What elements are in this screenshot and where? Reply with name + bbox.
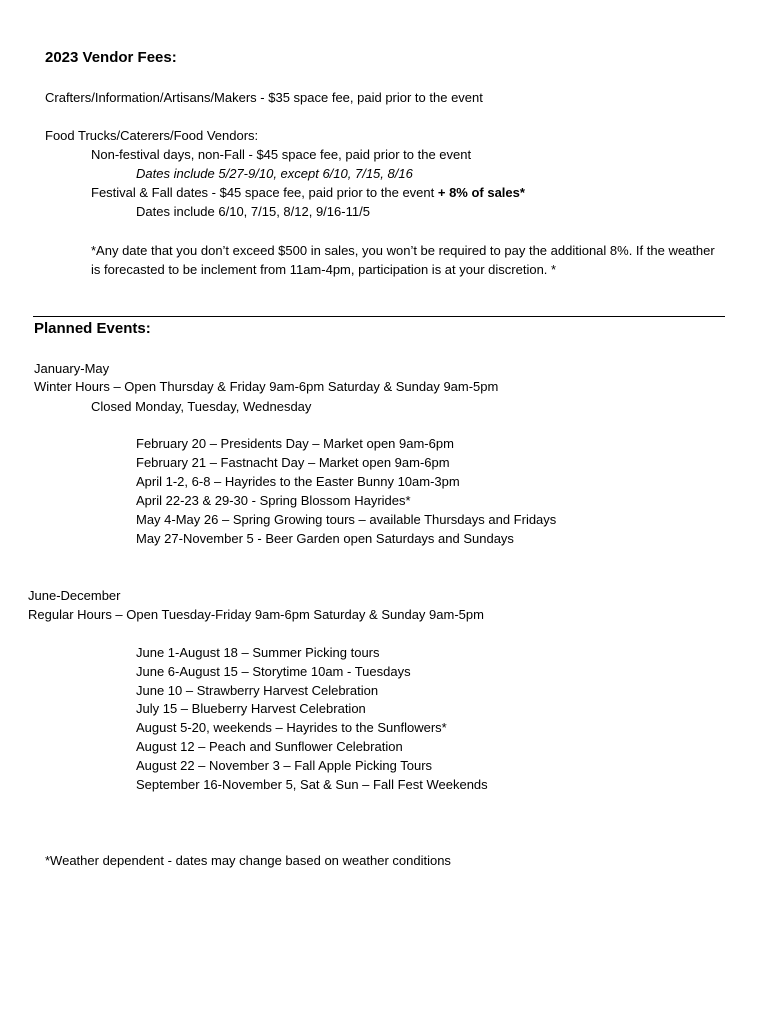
festival-fee [91, 185, 525, 201]
winter-event: May 27-November 5 - Beer Garden open Saturdays and Sundays [136, 531, 514, 546]
winter-hours: Winter Hours – Open Thursday & Friday 9am-6pm Saturday & Sunday 9am-5pm [34, 379, 499, 394]
summer-event: August 5-20, weekends – Hayrides to the Sunflowers* [136, 720, 447, 735]
summer-event: July 15 – Blueberry Harvest Celebration [136, 701, 366, 716]
food-vendors-heading: Food Trucks/Caterers/Food Vendors: [45, 128, 259, 143]
summer-event: September 16-November 5, Sat & Sun – Fall Fest Weekends [136, 777, 488, 792]
sales-note: *Any date that you don’t exceed $500 in sales, you won’t be required to pay the additional 8%. If the weather is forecasted to be inclement from 11am-4pm, participation is at your discretion. * [91, 243, 715, 277]
festival-fee-text: Festival & Fall dates - $45 space fee, paid prior to the event [91, 185, 438, 200]
winter-event: February 21 – Fastnacht Day – Market open 9am-6pm [136, 455, 450, 470]
nonfestival-dates: Dates include 5/27-9/10, except 6/10, 7/15, 8/16 [136, 166, 413, 181]
summer-event: June 1-August 18 – Summer Picking tours [136, 645, 380, 660]
winter-event: April 22-23 & 29-30 - Spring Blossom Hayrides* [136, 493, 411, 508]
vendor-fees-heading: 2023 Vendor Fees: [45, 49, 177, 66]
winter-range: January-May [34, 361, 110, 376]
summer-event: August 22 – November 3 – Fall Apple Picking Tours [136, 758, 433, 773]
summer-range: June-December [28, 588, 121, 603]
summer-event: June 6-August 15 – Storytime 10am - Tuesdays [136, 664, 411, 679]
winter-event: May 4-May 26 – Spring Growing tours – available Thursdays and Fridays [136, 512, 557, 527]
summer-hours: Regular Hours – Open Tuesday-Friday 9am-6pm Saturday & Sunday 9am-5pm [28, 607, 484, 622]
festival-dates: Dates include 6/10, 7/15, 8/12, 9/16-11/5 [136, 204, 370, 219]
summer-event: June 10 – Strawberry Harvest Celebration [136, 683, 379, 698]
nonfestival-fee: Non-festival days, non-Fall - $45 space fee, paid prior to the event [91, 147, 472, 162]
winter-closed: Closed Monday, Tuesday, Wednesday [91, 399, 312, 414]
weather-footnote: *Weather dependent - dates may change based on weather conditions [45, 853, 451, 868]
festival-fee-sales: + 8% of sales* [437, 185, 525, 200]
section-divider [33, 316, 725, 317]
planned-events-heading: Planned Events: [34, 320, 151, 337]
summer-event: August 12 – Peach and Sunflower Celebration [136, 739, 403, 754]
winter-event: February 20 – Presidents Day – Market open 9am-6pm [136, 436, 454, 451]
crafters-fee: Crafters/Information/Artisans/Makers - $35 space fee, paid prior to the event [45, 90, 483, 105]
winter-event: April 1-2, 6-8 – Hayrides to the Easter Bunny 10am-3pm [136, 474, 460, 489]
